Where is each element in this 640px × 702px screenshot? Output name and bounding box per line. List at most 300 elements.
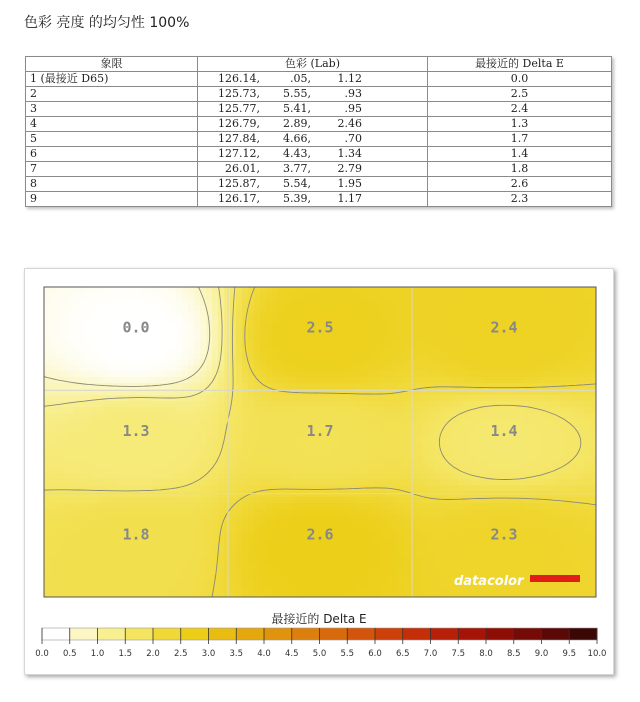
heatmap-pixel	[548, 425, 555, 432]
heatmap-pixel	[380, 323, 387, 330]
heatmap-pixel	[110, 377, 117, 384]
heatmap-pixel	[278, 341, 285, 348]
heatmap-pixel	[206, 413, 213, 420]
heatmap-pixel	[98, 545, 105, 552]
heatmap-pixel	[260, 473, 267, 480]
heatmap-pixel	[134, 593, 141, 600]
heatmap-pixel	[236, 371, 243, 378]
heatmap-pixel	[44, 353, 51, 360]
heatmap-pixel	[86, 533, 93, 540]
heatmap-pixel	[350, 443, 357, 450]
heatmap-pixel	[254, 557, 261, 564]
heatmap-pixel	[308, 287, 315, 294]
heatmap-pixel	[452, 527, 459, 534]
heatmap-pixel	[62, 581, 69, 588]
heatmap-pixel	[158, 359, 165, 366]
heatmap-pixel	[548, 437, 555, 444]
heatmap-pixel	[380, 581, 387, 588]
heatmap-pixel	[428, 341, 435, 348]
heatmap-pixel	[296, 395, 303, 402]
heatmap-pixel	[374, 431, 381, 438]
heatmap-pixel	[140, 443, 147, 450]
heatmap-pixel	[122, 575, 129, 582]
heatmap-pixel	[194, 497, 201, 504]
heatmap-pixel	[530, 413, 537, 420]
heatmap-pixel	[182, 365, 189, 372]
heatmap-pixel	[146, 311, 153, 318]
heatmap-pixel	[212, 563, 219, 570]
heatmap-pixel	[392, 413, 399, 420]
heatmap-pixel	[158, 563, 165, 570]
heatmap-pixel	[182, 545, 189, 552]
heatmap-pixel	[392, 347, 399, 354]
heatmap-pixel	[338, 587, 345, 594]
heatmap-pixel	[440, 443, 447, 450]
heatmap-pixel	[74, 395, 81, 402]
heatmap-pixel	[350, 353, 357, 360]
heatmap-pixel	[50, 299, 57, 306]
heatmap-pixel	[374, 335, 381, 342]
heatmap-pixel	[302, 401, 309, 408]
heatmap-pixel	[140, 473, 147, 480]
heatmap-pixel	[446, 527, 453, 534]
heatmap-pixel	[164, 407, 171, 414]
heatmap-pixel	[482, 311, 489, 318]
heatmap-pixel	[158, 569, 165, 576]
heatmap-pixel	[398, 461, 405, 468]
heatmap-pixel	[344, 467, 351, 474]
heatmap-pixel	[50, 497, 57, 504]
heatmap-pixel	[506, 293, 513, 300]
heatmap-pixel	[206, 545, 213, 552]
heatmap-pixel	[542, 533, 549, 540]
heatmap-pixel	[374, 299, 381, 306]
legend-swatch	[486, 628, 514, 640]
heatmap-pixel	[146, 581, 153, 588]
heatmap-pixel	[374, 557, 381, 564]
heatmap-pixel	[104, 479, 111, 486]
heatmap-pixel	[470, 431, 477, 438]
heatmap-pixel	[518, 443, 525, 450]
heatmap-pixel	[104, 503, 111, 510]
heatmap-pixel	[524, 539, 531, 546]
heatmap-pixel	[476, 383, 483, 390]
heatmap-pixel	[530, 299, 537, 306]
heatmap-pixel	[170, 293, 177, 300]
heatmap-pixel	[254, 365, 261, 372]
legend-tick-label: 10.0	[587, 649, 607, 659]
heatmap-pixel	[254, 353, 261, 360]
heatmap-pixel	[80, 335, 87, 342]
heatmap-pixel	[470, 461, 477, 468]
lab-cell	[198, 87, 428, 102]
heatmap-pixel	[242, 443, 249, 450]
heatmap-pixel	[386, 317, 393, 324]
heatmap-pixel	[248, 407, 255, 414]
heatmap-pixel	[416, 365, 423, 372]
heatmap-pixel	[392, 521, 399, 528]
heatmap-pixel	[398, 365, 405, 372]
heatmap-pixel	[284, 353, 291, 360]
heatmap-pixel	[254, 515, 261, 522]
heatmap-pixel	[488, 551, 495, 558]
heatmap-pixel	[260, 449, 267, 456]
heatmap-pixel	[344, 335, 351, 342]
heatmap-pixel	[128, 353, 135, 360]
heatmap-pixel	[92, 545, 99, 552]
heatmap-pixel	[212, 569, 219, 576]
legend-swatch	[347, 628, 375, 640]
heatmap-pixel	[290, 545, 297, 552]
heatmap-pixel	[440, 371, 447, 378]
heatmap-pixel	[50, 449, 57, 456]
heatmap-pixel	[434, 569, 441, 576]
heatmap-pixel	[320, 551, 327, 558]
heatmap-pixel	[98, 503, 105, 510]
heatmap-pixel	[170, 491, 177, 498]
heatmap-pixel	[110, 593, 117, 600]
heatmap-pixel	[74, 449, 81, 456]
heatmap-pixel	[98, 479, 105, 486]
heatmap-pixel	[422, 371, 429, 378]
heatmap-pixel	[296, 443, 303, 450]
heatmap-pixel	[128, 467, 135, 474]
heatmap-pixel	[380, 473, 387, 480]
lab-l-value: 125.77,	[218, 102, 260, 115]
heatmap-pixel	[452, 317, 459, 324]
heatmap-pixel	[572, 401, 579, 408]
heatmap-pixel	[248, 527, 255, 534]
heatmap-pixel	[416, 377, 423, 384]
heatmap-pixel	[584, 305, 591, 312]
heatmap-pixel	[164, 353, 171, 360]
heatmap-pixel	[152, 557, 159, 564]
heatmap-pixel	[350, 401, 357, 408]
heatmap-pixel	[224, 341, 231, 348]
heatmap-pixel	[260, 455, 267, 462]
datacolor-logo: datacolor	[454, 574, 524, 589]
heatmap-pixel	[212, 323, 219, 330]
heatmap-pixel	[296, 383, 303, 390]
heatmap-pixel	[182, 443, 189, 450]
heatmap-pixel	[308, 341, 315, 348]
heatmap-pixel	[296, 359, 303, 366]
heatmap-pixel	[248, 311, 255, 318]
heatmap-pixel	[566, 509, 573, 516]
heatmap-pixel	[146, 455, 153, 462]
heatmap-pixel	[50, 329, 57, 336]
heatmap-pixel	[572, 545, 579, 552]
heatmap-pixel	[482, 299, 489, 306]
heatmap-pixel	[326, 551, 333, 558]
heatmap-pixel	[398, 557, 405, 564]
heatmap-pixel	[56, 395, 63, 402]
heatmap-pixel	[50, 539, 57, 546]
heatmap-pixel	[470, 455, 477, 462]
heatmap-pixel	[212, 479, 219, 486]
heatmap-pixel	[374, 425, 381, 432]
heatmap-pixel	[500, 347, 507, 354]
heatmap-pixel	[362, 413, 369, 420]
heatmap-pixel	[68, 365, 75, 372]
heatmap-pixel	[176, 575, 183, 582]
heatmap-pixel	[362, 473, 369, 480]
heatmap-pixel	[326, 449, 333, 456]
heatmap-pixel	[446, 509, 453, 516]
heatmap-pixel	[284, 293, 291, 300]
heatmap-pixel	[296, 539, 303, 546]
heatmap-pixel	[452, 401, 459, 408]
heatmap-pixel	[344, 395, 351, 402]
heatmap-pixel	[104, 371, 111, 378]
heatmap-pixel	[104, 593, 111, 600]
heatmap-pixel	[152, 491, 159, 498]
heatmap-pixel	[98, 509, 105, 516]
heatmap-pixel	[392, 593, 399, 600]
heatmap-pixel	[428, 293, 435, 300]
heatmap-pixel	[92, 449, 99, 456]
heatmap-pixel	[56, 329, 63, 336]
heatmap-pixel	[452, 431, 459, 438]
heatmap-pixel	[344, 401, 351, 408]
heatmap-pixel	[356, 311, 363, 318]
heatmap-pixel	[368, 377, 375, 384]
heatmap-pixel	[560, 335, 567, 342]
heatmap-pixel	[392, 305, 399, 312]
heatmap-pixel	[128, 515, 135, 522]
heatmap-pixel	[110, 407, 117, 414]
heatmap-pixel	[176, 335, 183, 342]
heatmap-pixel	[284, 443, 291, 450]
heatmap-pixel	[350, 407, 357, 414]
heatmap-pixel	[50, 335, 57, 342]
heatmap-pixel	[188, 539, 195, 546]
heatmap-pixel	[98, 317, 105, 324]
heatmap-pixel	[524, 311, 531, 318]
heatmap-pixel	[62, 287, 69, 294]
heatmap-pixel	[530, 563, 537, 570]
heatmap-pixel	[422, 431, 429, 438]
heatmap-pixel	[86, 581, 93, 588]
heatmap-pixel	[296, 581, 303, 588]
heatmap-pixel	[110, 503, 117, 510]
heatmap-pixel	[470, 401, 477, 408]
heatmap-pixel	[338, 353, 345, 360]
heatmap-pixel	[200, 485, 207, 492]
heatmap-pixel	[548, 365, 555, 372]
heatmap-pixel	[500, 359, 507, 366]
heatmap-pixel	[236, 527, 243, 534]
heatmap-pixel	[332, 341, 339, 348]
heatmap-pixel	[386, 593, 393, 600]
heatmap-pixel	[404, 383, 411, 390]
heatmap-pixel	[458, 383, 465, 390]
heatmap-pixel	[476, 371, 483, 378]
heatmap-pixel	[416, 305, 423, 312]
heatmap-pixel	[320, 473, 327, 480]
heatmap-pixel	[86, 353, 93, 360]
heatmap-pixel	[80, 353, 87, 360]
heatmap-pixel	[452, 509, 459, 516]
heatmap-pixel	[158, 311, 165, 318]
heatmap-pixel	[200, 347, 207, 354]
heatmap-pixel	[212, 515, 219, 522]
heatmap-pixel	[230, 473, 237, 480]
heatmap-pixel	[506, 371, 513, 378]
heatmap-pixel	[224, 479, 231, 486]
heatmap-pixel	[158, 473, 165, 480]
heatmap-pixel	[68, 371, 75, 378]
heatmap-pixel	[44, 299, 51, 306]
heatmap-pixel	[584, 413, 591, 420]
heatmap-pixel	[80, 557, 87, 564]
heatmap-pixel	[98, 371, 105, 378]
heatmap-pixel	[194, 329, 201, 336]
heatmap-pixel	[122, 377, 129, 384]
heatmap-pixel	[296, 353, 303, 360]
heatmap-pixel	[230, 425, 237, 432]
heatmap-pixel	[536, 401, 543, 408]
heatmap-pixel	[320, 287, 327, 294]
heatmap-pixel	[104, 353, 111, 360]
heatmap-pixel	[476, 317, 483, 324]
heatmap-pixel	[218, 587, 225, 594]
heatmap-pixel	[170, 497, 177, 504]
heatmap-pixel	[380, 293, 387, 300]
heatmap-pixel	[380, 515, 387, 522]
heatmap-pixel	[338, 335, 345, 342]
heatmap-pixel	[86, 329, 93, 336]
heatmap-pixel	[392, 287, 399, 294]
heatmap-pixel	[536, 497, 543, 504]
heatmap-pixel	[200, 329, 207, 336]
heatmap-pixel	[464, 365, 471, 372]
heatmap-pixel	[152, 413, 159, 420]
heatmap-pixel	[368, 587, 375, 594]
heatmap-pixel	[122, 569, 129, 576]
heatmap-pixel	[368, 497, 375, 504]
heatmap-pixel	[410, 449, 417, 456]
heatmap-pixel	[368, 521, 375, 528]
heatmap-pixel	[350, 587, 357, 594]
heatmap-pixel	[80, 419, 87, 426]
heatmap-pixel	[164, 485, 171, 492]
heatmap-pixel	[308, 509, 315, 516]
heatmap-pixel	[560, 479, 567, 486]
heatmap-pixel	[440, 587, 447, 594]
heatmap-pixel	[266, 299, 273, 306]
heatmap-pixel	[302, 557, 309, 564]
heatmap-pixel	[140, 467, 147, 474]
heatmap-pixel	[488, 395, 495, 402]
heatmap-pixel	[584, 437, 591, 444]
heatmap-pixel	[278, 443, 285, 450]
heatmap-pixel	[104, 377, 111, 384]
heatmap-pixel	[548, 443, 555, 450]
heatmap-pixel	[428, 461, 435, 468]
heatmap-pixel	[170, 335, 177, 342]
heatmap-pixel	[62, 527, 69, 534]
heatmap-pixel	[344, 341, 351, 348]
heatmap-pixel	[158, 527, 165, 534]
heatmap-pixel	[62, 395, 69, 402]
heatmap-pixel	[404, 377, 411, 384]
heatmap-pixel	[242, 563, 249, 570]
heatmap-pixel	[134, 491, 141, 498]
heatmap-pixel	[86, 515, 93, 522]
heatmap-pixel	[74, 311, 81, 318]
heatmap-pixel	[62, 575, 69, 582]
heatmap-pixel	[392, 467, 399, 474]
heatmap-pixel	[464, 353, 471, 360]
heatmap-pixel	[224, 461, 231, 468]
heatmap-pixel	[164, 545, 171, 552]
heatmap-pixel	[542, 287, 549, 294]
heatmap-pixel	[254, 311, 261, 318]
heatmap-pixel	[212, 305, 219, 312]
heatmap-pixel	[290, 365, 297, 372]
heatmap-pixel	[500, 593, 507, 600]
heatmap-pixel	[272, 437, 279, 444]
heatmap-pixel	[188, 533, 195, 540]
heatmap-pixel	[56, 587, 63, 594]
heatmap-pixel	[278, 569, 285, 576]
heatmap-pixel	[122, 347, 129, 354]
heatmap-pixel	[440, 323, 447, 330]
heatmap-pixel	[578, 467, 585, 474]
heatmap-pixel	[554, 407, 561, 414]
heatmap-pixel	[224, 437, 231, 444]
heatmap-pixel	[188, 551, 195, 558]
heatmap-pixel	[290, 497, 297, 504]
heatmap-pixel	[218, 371, 225, 378]
heatmap-pixel	[296, 533, 303, 540]
heatmap-pixel	[512, 413, 519, 420]
heatmap-pixel	[62, 551, 69, 558]
heatmap-pixel	[62, 407, 69, 414]
heatmap-pixel	[326, 443, 333, 450]
heatmap-pixel	[62, 359, 69, 366]
heatmap-pixel	[362, 365, 369, 372]
legend-swatch	[292, 628, 320, 640]
heatmap-pixel	[326, 581, 333, 588]
heatmap-pixel	[134, 365, 141, 372]
heatmap-pixel	[122, 467, 129, 474]
heatmap-pixel	[440, 359, 447, 366]
heatmap-pixel	[578, 419, 585, 426]
heatmap-pixel	[230, 509, 237, 516]
heatmap-pixel	[152, 563, 159, 570]
heatmap-pixel	[566, 287, 573, 294]
heatmap-pixel	[374, 413, 381, 420]
heatmap-pixel	[128, 479, 135, 486]
heatmap-pixel	[152, 287, 159, 294]
heatmap-pixel	[80, 329, 87, 336]
heatmap-pixel	[422, 341, 429, 348]
heatmap-pixel	[356, 419, 363, 426]
heatmap-pixel	[254, 419, 261, 426]
heatmap-pixel	[170, 455, 177, 462]
heatmap-pixel	[512, 491, 519, 498]
heatmap-pixel	[416, 341, 423, 348]
heatmap-pixel	[50, 323, 57, 330]
heatmap-pixel	[314, 377, 321, 384]
heatmap-pixel	[236, 299, 243, 306]
heatmap-pixel	[296, 377, 303, 384]
heatmap-pixel	[50, 509, 57, 516]
heatmap-pixel	[296, 515, 303, 522]
heatmap-pixel	[242, 569, 249, 576]
